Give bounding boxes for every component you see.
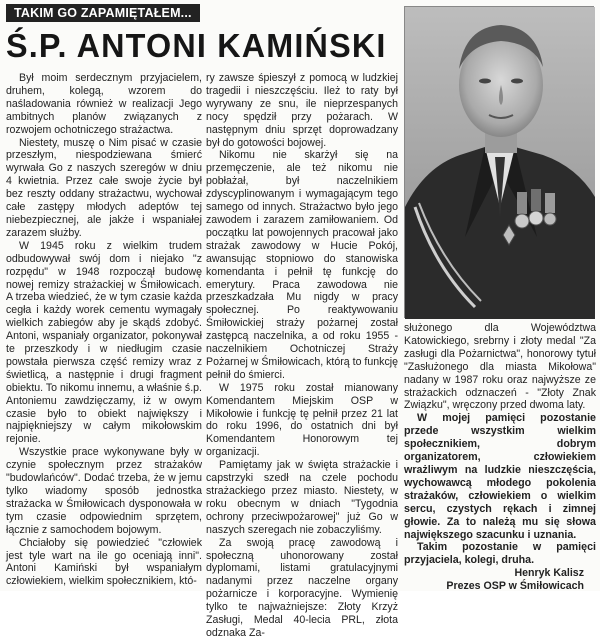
- portrait-illustration: [405, 7, 595, 319]
- headline: Ś.P. ANTONI KAMIŃSKI: [6, 27, 387, 64]
- portrait-photo: [404, 6, 594, 318]
- paragraph: W 1975 roku został mianowany Komendantem Miejskim OSP w Mikołowie i funkcję tę pełnił przez 21 lat do roku 1996, do ostatnich dni był Komendantem Honorowym tej organizacji.: [206, 381, 398, 459]
- kicker-label: TAKIM GO ZAPAMIĘTAŁEM...: [6, 4, 200, 22]
- paragraph: W mojej pamięci pozostanie przede wszystkim wielkim społecznikiem, dobrym organizatorem, człowiekiem wrażliwym na ludzkie nieszczęścia, wychowawcą młodego pokolenia strażaków, człowiekiem o wielkim sercu, czystych rękach i zimnej głowie. Za to należą mu się słowa największego szacunku i uznania.: [404, 412, 596, 541]
- paragraph: służonego dla Województwa Katowickiego, srebrny i złoty medal "Za zasługi dla Pożarnictwa", honorowy tytuł "Zasłużonego dla miasta Mikołowa" nadany w 1987 roku oraz najwyższe ze strażackich odznaczeń - "Złoty Znak Związku", wręczony przed dwoma laty.: [404, 322, 596, 412]
- article-column-3: [404, 322, 596, 593]
- article-column-1: [6, 72, 202, 588]
- paragraph: Był moim serdecznym przyjacielem, druhem, kolegą, wzorem do naśladowania również w realizacji Jego ambitnych planów związanych z rozwojem ochotniczego strażactwa.: [6, 72, 202, 136]
- paragraph: Niestety, muszę o Nim pisać w czasie przeszłym, niespodziewana śmierć wyrwała Go z naszych szeregów w dniu 4 kwietnia. Przez całe swoje życie był bez reszty oddany strażactwu, wychował całe zastępy młodych adeptów tej niebezpiecznej, ale jakże i wspaniałej zarazem służby.: [6, 136, 202, 239]
- paragraph: W 1945 roku z wielkim trudem odbudowywał swój dom i niejako "z rozpędu" w 1948 rozpoczął budowę nowej remizy strażackiej w Śmiłowicach. A trzeba wiedzieć, że w tym czasie każda cegła i każdy worek cementu wymagały wielkich zabiegów aby je skądś zdobyć. Antoni, wspaniały organizator, pokonywał te przeszkody i w niedługim czasie powstała pierwsza część remizy wraz z świetlicą, a następnie i drugi fragment obiektu. To nikomu innemu, a właśnie ś.p. Antoniemu zawdzięczamy, iż w owym czasie było to obiekt największy i najpiękniejszy w całym mikołowskim rejonie.: [6, 239, 202, 446]
- signature-role: Prezes OSP w Śmiłowicach: [446, 580, 584, 593]
- paragraph: Za swoją pracę zawodową i społeczną uhonorowany został dyplomami, listami gratulacyjnymi nadanymi przez naczelne organy pożarnicze i korporacyjne. Wymienię tylko te najważniejsze: Złoty Krzyż Zasługi, Medal 40-lecia PRL, złota odznaka Za-: [206, 536, 398, 639]
- paragraph: Takim pozostanie w pamięci przyjaciela, kolegi, druha.: [404, 541, 596, 567]
- paragraph: Wszystkie prace wykonywane były w czynie społecznym przez strażaków "budowlańców". Dodać trzeba, że w jemu tylko wiadomy sposób jednostka strażacka w Śmiłowicach dysponowała w tym czasie odpowiednim sprzętem, łącznie z samochodem bojowym.: [6, 446, 202, 536]
- paragraph: Pamiętamy jak w święta strażackie i capstrzyki szedł na czele pochodu strażackiego przez miasto. Niestety, w roku obecnym w dniach "Tygodnia ochrony przeciwpożarowej" już Go w naszych szeregach nie zobaczyliśmy.: [206, 459, 398, 536]
- paragraph: ry zawsze śpieszył z pomocą w ludzkiej tragedii i nieszczęściu. Ileż to raty był wyrywany ze snu, ile nieprzespanych nocy spędził przy pożarach. W następnym dniu sprzęt doprowadzany był do gotowości bojowej.: [206, 72, 398, 149]
- paragraph: Chciałoby się powiedzieć "człowiek jest tyle wart na ile go oceniają inni". Antoni Kamiński był wspaniałym człowiekiem, wielkim społecznikiem, któ-: [6, 536, 202, 588]
- paragraph: Nikomu nie skarżył się na przemęczenie, ale też nikomu nie pobłażał, był naczelnikiem zdyscyplinowanym i wymagającym tego samego od innych. Strażactwo było jego zawodem i zarazem zamiłowaniem. Od początku lat powojennych pracował jako strażak zawodowy w Hucie Pokój, awansując stopniowo do stanowiska komendanta i pełnił tę funkcję do emerytury. Praca zawodowa nie przeszkadzała Mu nigdy w pracy społecznej. Po reaktywowaniu Śmiłowickiej straży pożarnej został zastępcą naczelnika, a od roku 1955 - naczelnikiem Ochotniczej Straży Pożarnej w Śmiłowicach, którą to funkcję pełnił do śmierci.: [206, 149, 398, 381]
- closing-remarks: [404, 412, 596, 567]
- signature-name: Henryk Kalisz: [514, 567, 584, 580]
- article-column-2: [206, 72, 398, 640]
